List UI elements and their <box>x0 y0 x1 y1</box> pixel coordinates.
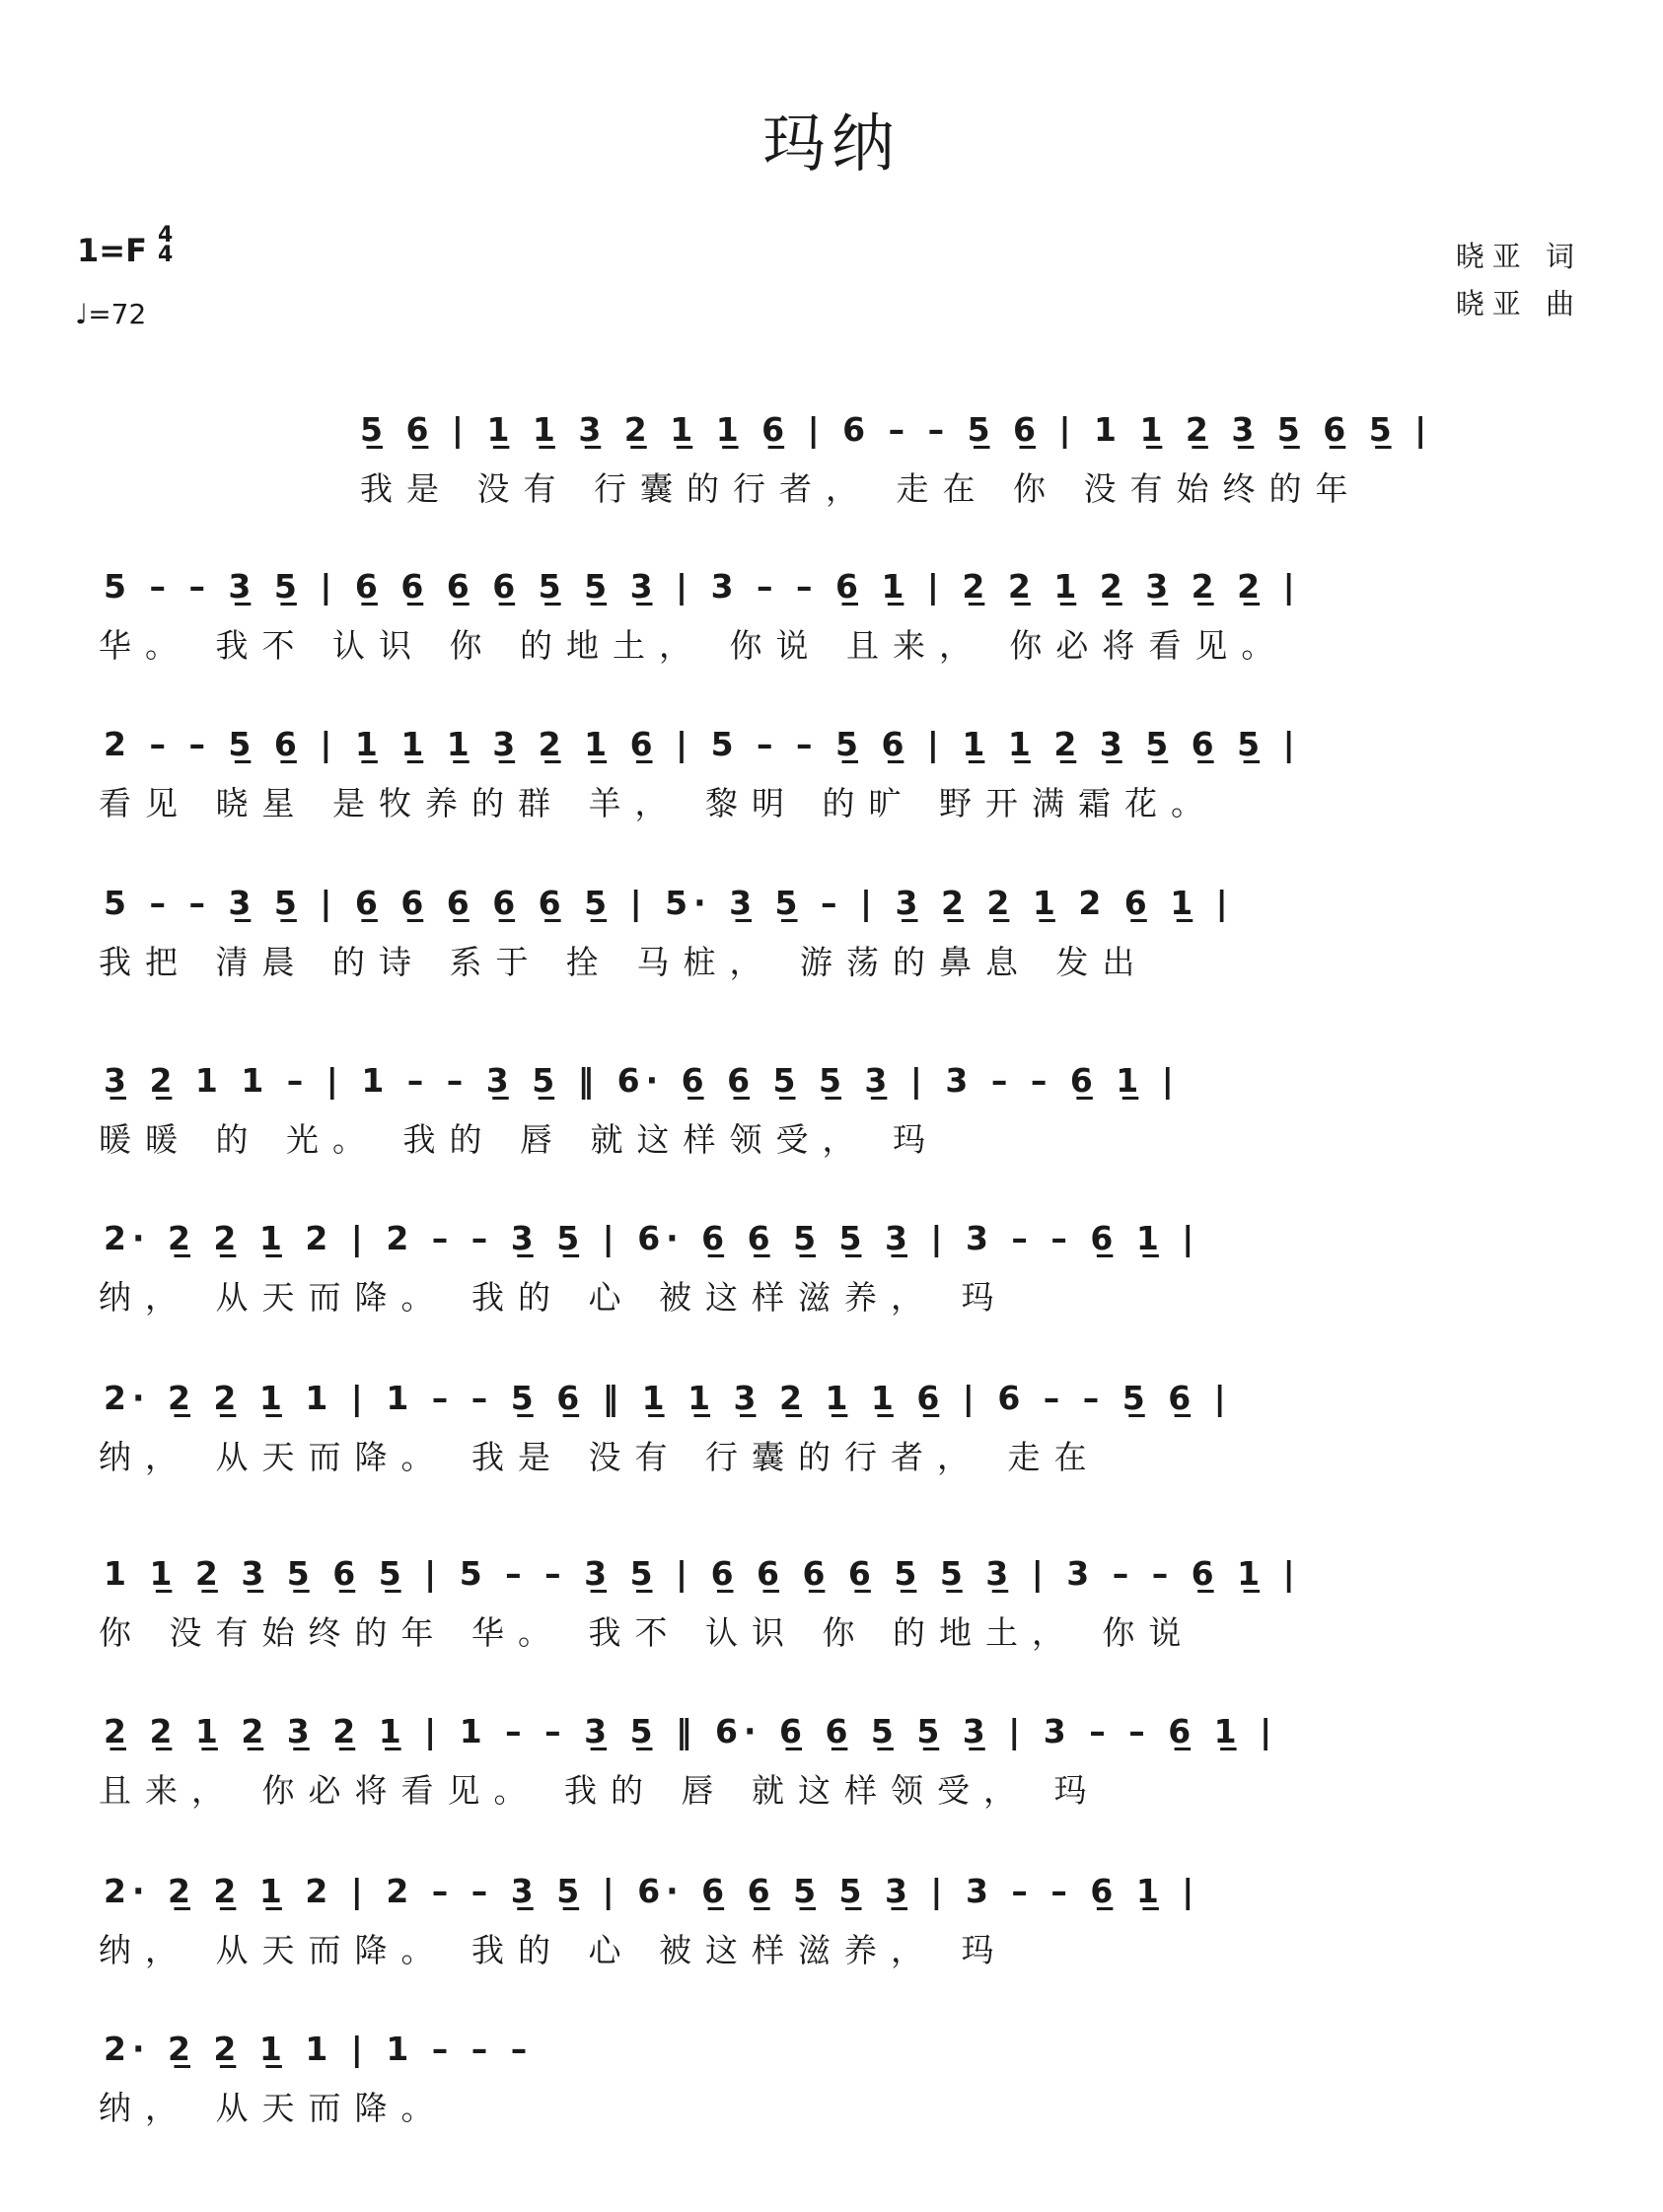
score-system <box>0 1053 1663 1201</box>
lyrics-line: 暖暖 的 光。 我的 唇 就这样领受， 玛 <box>99 1120 939 1159</box>
notation-line: 2· 2̲ 2̲ 1̲ 1 | 1 – – – <box>104 2030 534 2068</box>
page-title: 玛纳 <box>762 108 901 181</box>
notation-line: 3̲ 2̲ 1 1 – | 1 – – 3̲ 5̲ ‖ 6· 6̲ 6̲ 5̲ 5̲ 3̲ | 3 – – 6̲ 1̲ | <box>104 1061 1180 1100</box>
time-signature <box>158 223 174 267</box>
composer-credit: 晓亚 曲 <box>1455 287 1582 321</box>
notation-line: 5 – – 3̲ 5̲ | 6̲ 6̲ 6̲ 6̲ 5̲ 5̲ 3̲ | 3 – – 6̲ 1̲ | 2̲ 2̲ 1̲ 2̲ 3̲ 2̲ 2̲ | <box>104 567 1301 606</box>
notation-line: 2· 2̲ 2̲ 1̲ 1 | 1 – – 5̲ 6̲ ‖ 1̲ 1̲ 3̲ 2̲ 1̲ 1̲ 6̲ | 6 – – 5̲ 6̲ | <box>104 1379 1232 1417</box>
notation-line: 1 1̲ 2̲ 3̲ 5̲ 6̲ 5̲ | 5 – – 3̲ 5̲ | 6̲ 6̲ 6̲ 6̲ 5̲ 5̲ 3̲ | 3 – – 6̲ 1̲ | <box>104 1554 1301 1593</box>
score-system <box>0 1371 1663 1519</box>
notation-line: 2̲ 2̲ 1̲ 2̲ 3̲ 2̲ 1̲ | 1 – – 3̲ 5̲ ‖ 6· 6̲ 6̲ 5̲ 5̲ 3̲ | 3 – – 6̲ 1̲ | <box>104 1712 1278 1750</box>
lyrics-line: 华。 我不 认识 你 的地土， 你说 且来， 你必将看见。 <box>99 626 1288 665</box>
lyrics-line: 我是 没有 行囊的行者， 走在 你 没有始终的年 <box>360 469 1362 508</box>
score-system <box>0 559 1663 707</box>
lyrics-line: 且来， 你必将看见。 我的 唇 就这样领受， 玛 <box>99 1771 1101 1810</box>
time-signature-bottom: 4 <box>158 243 174 267</box>
score-system <box>0 876 1663 1024</box>
notation-line: 2 – – 5̲ 6̲ | 1̲ 1̲ 1̲ 3̲ 2̲ 1̲ 6̲ | 5 – – 5̲ 6̲ | 1̲ 1̲ 2̲ 3̲ 5̲ 6̲ 5̲ | <box>104 725 1301 763</box>
notation-line: 5̲ 6̲ | 1̲ 1̲ 3̲ 2̲ 1̲ 1̲ 6̲ | 6 – – 5̲ 6̲ | 1 1̲ 2̲ 3̲ 5̲ 6̲ 5̲ | <box>360 410 1433 449</box>
notation-line: 2· 2̲ 2̲ 1̲ 2 | 2 – – 3̲ 5̲ | 6· 6̲ 6̲ 5̲ 5̲ 3̲ | 3 – – 6̲ 1̲ | <box>104 1219 1200 1257</box>
lyrics-line: 纳， 从天而降。 <box>99 2089 448 2127</box>
score-system <box>0 717 1663 865</box>
score-system <box>0 1864 1663 2012</box>
lyrics-line: 我把 清晨 的诗 系于 拴 马桩， 游荡的鼻息 发出 <box>99 943 1149 981</box>
score-system <box>0 402 1663 550</box>
lyrics-line: 看见 晓星 是牧养的群 羊， 黎明 的旷 野开满霜花。 <box>99 784 1217 822</box>
tempo-marking: ♩=72 <box>75 298 147 330</box>
time-signature-top: 4 <box>158 223 174 248</box>
lyrics-line: 纳， 从天而降。 我的 心 被这样滋养， 玛 <box>99 1278 1008 1317</box>
lyrics-line: 你 没有始终的年 华。 我不 认识 你 的地土， 你说 <box>99 1613 1195 1652</box>
score-system <box>0 1211 1663 1359</box>
key-label: 1=F <box>77 232 147 269</box>
key-signature <box>77 223 174 269</box>
lyricist-credit: 晓亚 词 <box>1455 240 1582 273</box>
score-system <box>0 1704 1663 1852</box>
notation-line: 2· 2̲ 2̲ 1̲ 2 | 2 – – 3̲ 5̲ | 6· 6̲ 6̲ 5̲ 5̲ 3̲ | 3 – – 6̲ 1̲ | <box>104 1872 1200 1910</box>
lyrics-line: 纳， 从天而降。 我的 心 被这样滋养， 玛 <box>99 1931 1008 1969</box>
score-system <box>0 1546 1663 1694</box>
score-system <box>0 2022 1663 2170</box>
lyrics-line: 纳， 从天而降。 我是 没有 行囊的行者， 走在 <box>99 1438 1101 1476</box>
notation-line: 5 – – 3̲ 5̲ | 6̲ 6̲ 6̲ 6̲ 6̲ 5̲ | 5· 3̲ 5̲ – | 3̲ 2̲ 2̲ 1̲ 2 6̲ 1̲ | <box>104 884 1234 922</box>
